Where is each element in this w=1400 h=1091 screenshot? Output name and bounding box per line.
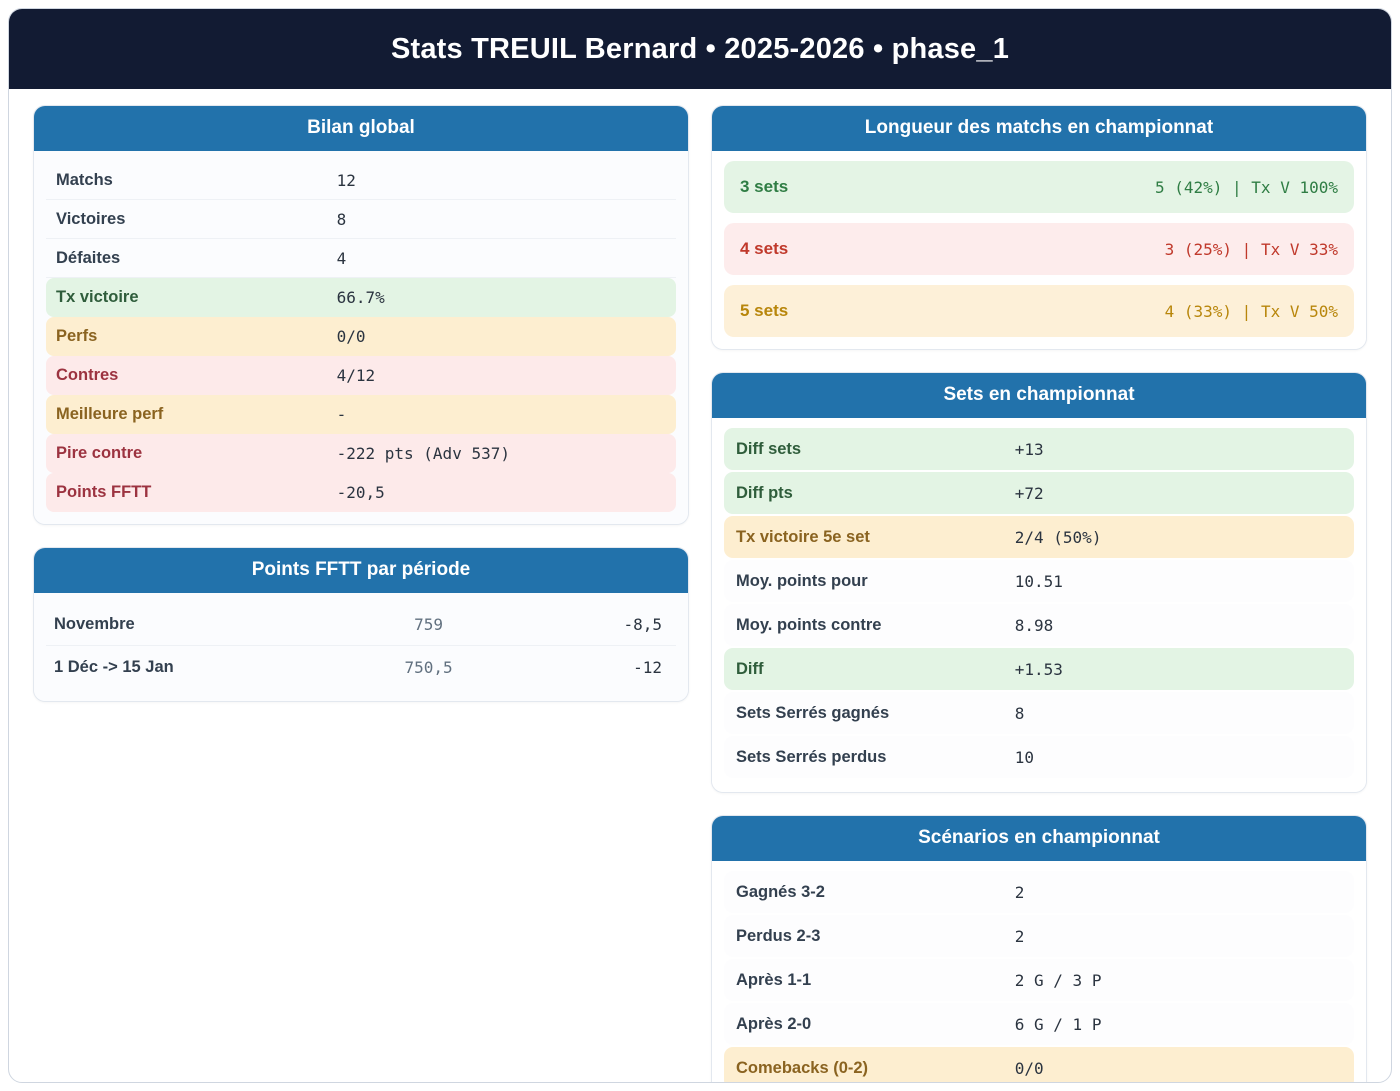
- table-row: [46, 434, 676, 473]
- left-column: [33, 105, 689, 702]
- row-label: Après 1-1: [736, 970, 812, 989]
- row-label: Moy. points pour: [736, 571, 868, 590]
- row-value: 10: [1014, 747, 1035, 767]
- row-value: 0/0: [1014, 1058, 1044, 1078]
- row-value: 8.98: [1014, 615, 1054, 635]
- period-label: Novembre: [54, 614, 135, 633]
- card-title-scenarios: Scénarios en championnat: [712, 816, 1366, 861]
- card-body-longueur-matchs: [712, 151, 1366, 349]
- table-row: [724, 428, 1354, 470]
- table-row: [724, 871, 1354, 913]
- period-points: 750,5: [404, 658, 453, 677]
- table-row: [46, 356, 676, 395]
- row-label: Meilleure perf: [56, 404, 164, 423]
- row-value: 12: [336, 170, 356, 190]
- card-bilan-global: [33, 105, 689, 525]
- row-value: 2: [1014, 926, 1025, 946]
- row-label: Sets Serrés perdus: [736, 747, 887, 766]
- row-label: Tx victoire 5e set: [736, 527, 870, 546]
- table-row: [724, 1003, 1354, 1045]
- match-length-row: [724, 285, 1354, 337]
- row-label: Contres: [56, 365, 119, 384]
- row-value: +13: [1014, 439, 1044, 459]
- card-scenarios: [711, 815, 1367, 1083]
- table-row: [724, 472, 1354, 514]
- row-value: +1.53: [1014, 659, 1063, 679]
- row-label: Sets Serrés gagnés: [736, 703, 890, 722]
- row-label: Diff: [736, 659, 764, 678]
- table-row: [724, 560, 1354, 602]
- row-value: 4 (33%) | Tx V 50%: [1164, 301, 1338, 321]
- table-row: [46, 161, 676, 200]
- row-value: 4: [336, 248, 347, 268]
- row-value: 66.7%: [336, 287, 385, 307]
- card-body-scenarios: [712, 861, 1366, 1083]
- table-row: [46, 646, 676, 689]
- row-value: 8: [1014, 703, 1025, 723]
- match-length-row: [724, 161, 1354, 213]
- row-label: Tx victoire: [56, 287, 139, 306]
- table-row: [46, 239, 676, 278]
- row-label: 5 sets: [740, 301, 789, 320]
- table-row: [46, 603, 676, 646]
- row-label: Perdus 2-3: [736, 926, 821, 945]
- row-value: 5 (42%) | Tx V 100%: [1154, 177, 1338, 197]
- card-body-points-fftt-periode: [34, 593, 688, 701]
- row-label: Après 2-0: [736, 1014, 812, 1033]
- row-label: Matchs: [56, 170, 113, 189]
- row-label: Défaites: [56, 248, 121, 267]
- table-row: [724, 516, 1354, 558]
- card-title-sets-championnat: Sets en championnat: [712, 373, 1366, 418]
- row-label: Diff pts: [736, 483, 793, 502]
- card-body-sets-championnat: [712, 418, 1366, 792]
- row-value: -20,5: [336, 483, 385, 502]
- right-column: [711, 105, 1367, 1083]
- card-title-longueur-matchs: Longueur des matchs en championnat: [712, 106, 1366, 151]
- table-row: [724, 736, 1354, 778]
- table-row: [46, 317, 676, 356]
- row-label: Moy. points contre: [736, 615, 882, 634]
- card-points-fftt-periode: [33, 547, 689, 702]
- card-body-bilan-global: [34, 151, 688, 524]
- period-delta: -8,5: [623, 614, 662, 634]
- row-label: Victoires: [56, 209, 126, 228]
- stats-sheet: [8, 8, 1392, 1083]
- table-row: [46, 278, 676, 317]
- card-title-bilan-global: Bilan global: [34, 106, 688, 151]
- card-title-points-fftt-periode: Points FFTT par période: [34, 548, 688, 593]
- row-value: 3 (25%) | Tx V 33%: [1164, 239, 1338, 259]
- period-delta: -12: [633, 658, 662, 677]
- table-row: [46, 395, 676, 434]
- row-value: 2/4 (50%): [1014, 527, 1102, 547]
- row-label: Comebacks (0-2): [736, 1058, 869, 1077]
- row-label: Diff sets: [736, 439, 802, 458]
- table-row: [724, 692, 1354, 734]
- row-value: -222 pts (Adv 537): [336, 443, 510, 463]
- period-label: 1 Déc -> 15 Jan: [54, 658, 174, 676]
- table-row: [46, 473, 676, 512]
- row-value: 4/12: [336, 365, 376, 385]
- row-value: 8: [336, 209, 347, 229]
- row-label: 4 sets: [740, 239, 789, 258]
- row-value: 6 G / 1 P: [1014, 1014, 1102, 1034]
- row-label: Gagnés 3-2: [736, 882, 825, 901]
- row-label: Pire contre: [56, 443, 143, 462]
- row-value: 10.51: [1014, 571, 1063, 591]
- table-row: [724, 648, 1354, 690]
- card-longueur-matchs: [711, 105, 1367, 350]
- table-row: [724, 915, 1354, 957]
- row-value: -: [336, 404, 347, 424]
- page-title: Stats TREUIL Bernard • 2025-2026 • phase_1: [9, 9, 1391, 89]
- table-row: [724, 604, 1354, 646]
- row-label: Perfs: [56, 326, 98, 345]
- table-row: [46, 200, 676, 239]
- match-length-row: [724, 223, 1354, 275]
- row-value: 0/0: [336, 326, 366, 346]
- table-row: [724, 959, 1354, 1001]
- period-points: 759: [414, 614, 443, 634]
- row-value: 2 G / 3 P: [1014, 970, 1102, 990]
- stats-body: [9, 89, 1391, 1083]
- row-label: 3 sets: [740, 177, 789, 196]
- row-value: +72: [1014, 483, 1044, 503]
- row-value: 2: [1014, 882, 1025, 902]
- row-label: Points FFTT: [56, 483, 152, 501]
- card-sets-championnat: [711, 372, 1367, 793]
- table-row: [724, 1047, 1354, 1083]
